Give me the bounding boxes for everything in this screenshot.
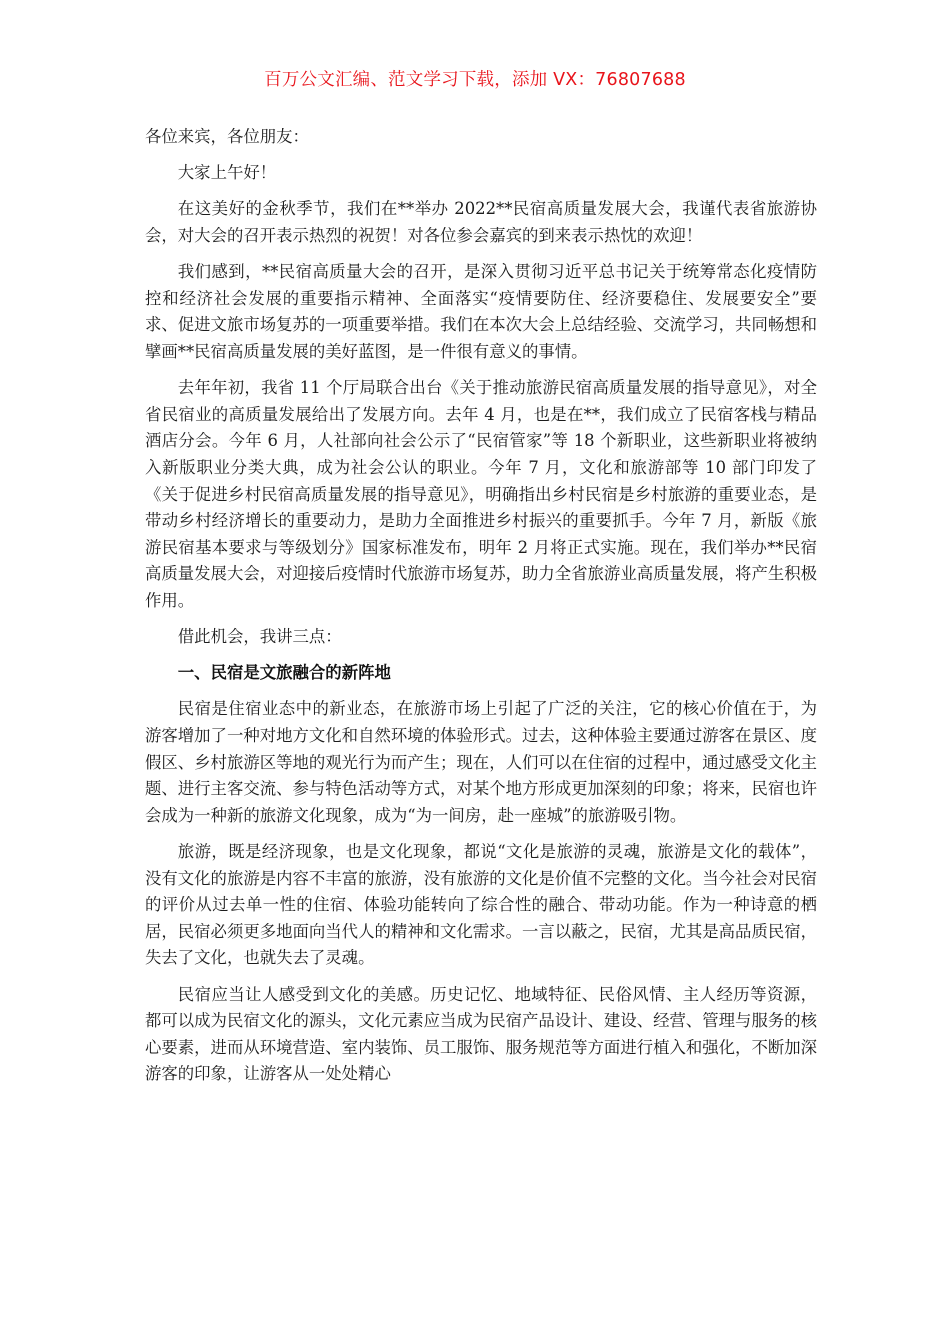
paragraph: 在这美好的金秋季节，我们在**举办 2022**民宿高质量发展大会，我谨代表省旅游协会，对大会的召开表示热烈的祝贺！对各位参会嘉宾的到来表示热忱的欢迎！ [145, 199, 817, 245]
section-heading: 一、民宿是文旅融合的新阵地 [177, 663, 391, 683]
paragraph: 借此机会，我讲三点： [177, 627, 342, 647]
watermark-banner: 百万公文汇编、范文学习下载，添加 VX：76807688 [264, 70, 686, 90]
paragraph: 去年年初，我省 11 个厅局联合出台《关于推动旅游民宿高质量发展的指导意见》，对全省民宿业的高质量发展给出了发展方向。去年 4 月，也是在**，我们成立了民宿客栈与精品酒店分会。今年 6 月，人社部向社会公示了“民宿管家”等 18 个新职业，这些新职业将被纳入新版职业分类大典，成为社会公认的职业。今年 7 月，文化和旅游部等 10 部门印发了《关于促进乡村民宿高质量发展的指导意见》，明确指出乡村民宿是乡村旅游的重要业态，是带动乡村经济增长的重要动力，是助力全面推进乡村振兴的重要抓手。今年 7 月，新版《旅游民宿基本要求与等级划分》国家标准发布，明年 2 月将正式实施。现在，我们举办**民宿高质量发展大会，对迎接后疫情时代旅游市场复苏，助力全省旅游业高质量发展，将产生积极作用。 [145, 378, 818, 610]
paragraph: 民宿是住宿业态中的新业态，在旅游市场上引起了广泛的关注，它的核心价值在于，为游客增加了一种对地方文化和自然环境的体验形式。过去，这种体验主要通过游客在景区、度假区、乡村旅游区等地的观光行为而产生；现在，人们可以在住宿的过程中，通过感受文化主题、进行主客交流、参与特色活动等方式，对某个地方形成更加深刻的印象；将来，民宿也许会成为一种新的旅游文化现象，成为“为一间房，赴一座城”的旅游吸引物。 [145, 699, 818, 825]
salutation: 各位来宾，各位朋友： [145, 127, 309, 146]
paragraph: 旅游，既是经济现象，也是文化现象，都说“文化是旅游的灵魂，旅游是文化的载体”，没有文化的旅游是内容不丰富的旅游，没有旅游的文化是价值不完整的文化。当今社会对民宿的评价从过去单一性的住宿、体验功能转向了综合性的融合、带动功能。作为一种诗意的栖居，民宿必须更多地面向当代人的精神和文化需求。一言以蔽之，民宿，尤其是高品质民宿，失去了文化，也就失去了灵魂。 [145, 842, 818, 968]
paragraph: 民宿应当让人感受到文化的美感。历史记忆、地域特征、民俗风情、主人经历等资源，都可以成为民宿文化的源头，文化元素应当成为民宿产品设计、建设、经营、管理与服务的核心要素，进而从环境营造、室内装饰、员工服饰、服务规范等方面进行植入和强化，不断加深游客的印象，让游客从一处处精心 [145, 984, 818, 1084]
greeting: 大家上午好！ [177, 163, 277, 183]
speech-body [145, 124, 817, 1098]
paragraph: 我们感到，**民宿高质量大会的召开，是深入贯彻习近平总书记关于统筹常态化疫情防控和经济社会发展的重要指示精神、全面落实“疫情要防住、经济要稳住、发展要安全”要求、促进文旅市场复苏的一项重要举措。我们在本次大会上总结经验、交流学习，共同畅想和擘画**民宿高质量发展的美好蓝图，是一件很有意义的事情。 [145, 262, 818, 361]
